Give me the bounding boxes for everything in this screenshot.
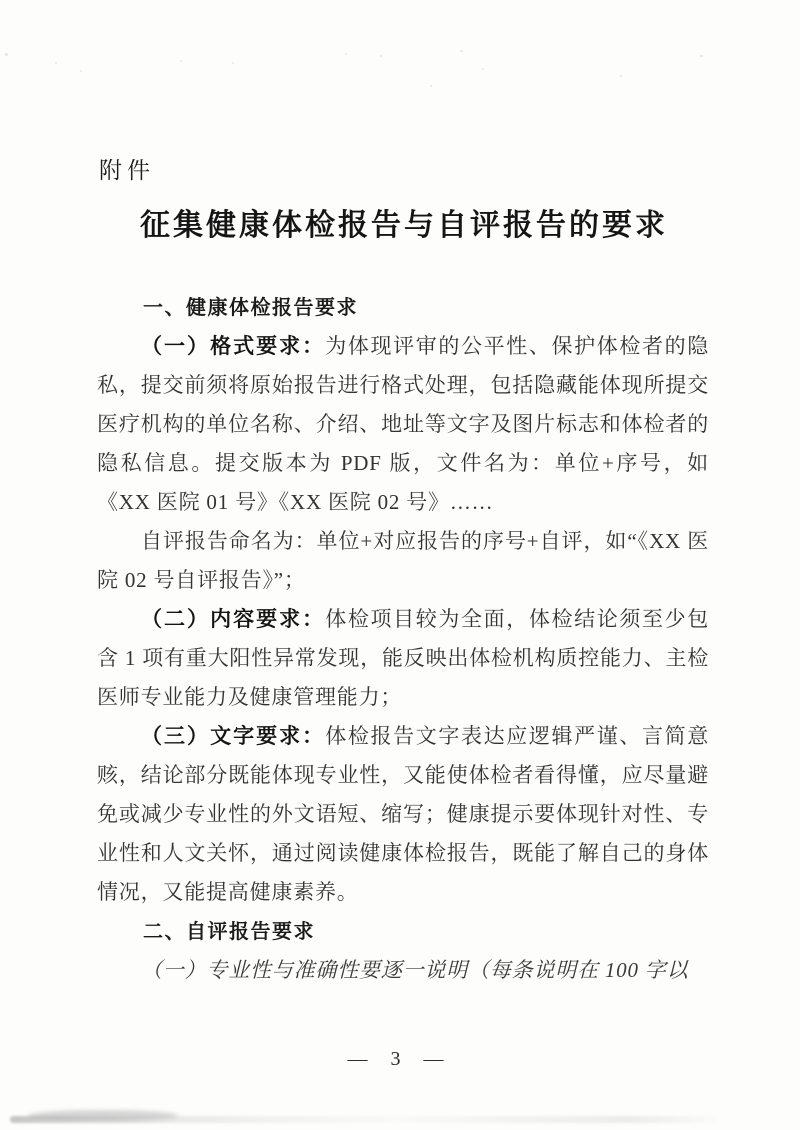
scan-speckle (5, 53, 8, 56)
scan-speckle (460, 50, 463, 52)
paragraph-lead-bold: （一）格式要求： (141, 334, 326, 358)
paragraph-text: 体检报告文字表达应逻辑严谨、言简意赅，结论部分既能体现专业性，又能使体检者看得懂，应尽量避免或减少专业性的外文语短、缩写；健康提示要体现针对性、专业性和人文关怀，通过阅读健康体检报告，既能了解自己的身体情况，又能提高健康素养。 (97, 724, 709, 904)
scan-speckle (620, 75, 622, 77)
paragraph-lead-bold: （二）内容要求： (141, 607, 326, 631)
scan-speckle (345, 53, 347, 55)
body-paragraph (97, 327, 709, 522)
body-paragraph (97, 951, 709, 990)
paragraph-text: 为体现评审的公平性、保护体检者的隐私，提交前须将原始报告进行格式处理，包括隐藏能体现所提交医疗机构的单位名称、介绍、地址等文字及图片标志和体检者的隐私信息。提交版本为 PDF 版，文件名为：单位+序号，如《XX 医院 01 号》《XX 医院 02 号》…… (97, 334, 709, 514)
scan-speckle (482, 68, 484, 70)
body-paragraph (97, 717, 709, 912)
scan-speckle (232, 62, 234, 64)
scan-speckle (380, 55, 382, 57)
page-number: — 3 — (347, 1048, 453, 1070)
body-paragraph (97, 522, 709, 600)
scan-speckle (430, 85, 432, 87)
scan-speckle (180, 60, 182, 62)
scan-speckle (700, 55, 703, 57)
attachment-label: 附件 (99, 158, 155, 184)
scan-smudge (10, 1116, 715, 1123)
document-title: 征集健康体检报告与自评报告的要求 (140, 209, 668, 242)
scan-speckle (55, 62, 57, 64)
paragraph-text: 体检项目较为全面，体检结论须至少包含 1 项有重大阳性异常发现，能反映出体检机构质控能力、主检医师专业能力及健康管理能力； (97, 607, 709, 709)
scan-speckle (80, 70, 82, 72)
section-1-heading: 一、健康体检报告要求 (143, 295, 358, 319)
paragraph-lead-bold: （三）文字要求： (141, 724, 326, 748)
paragraph-text: 自评报告命名为：单位+对应报告的序号+自评，如“《XX 医院 02 号自评报告》”； (97, 529, 709, 592)
body-paragraph (97, 600, 709, 717)
section-2-heading: 二、自评报告要求 (143, 919, 315, 943)
paragraph-text: （一）专业性与准确性要逐一说明（每条说明在 100 字以 (141, 958, 689, 982)
document-body (97, 288, 709, 990)
